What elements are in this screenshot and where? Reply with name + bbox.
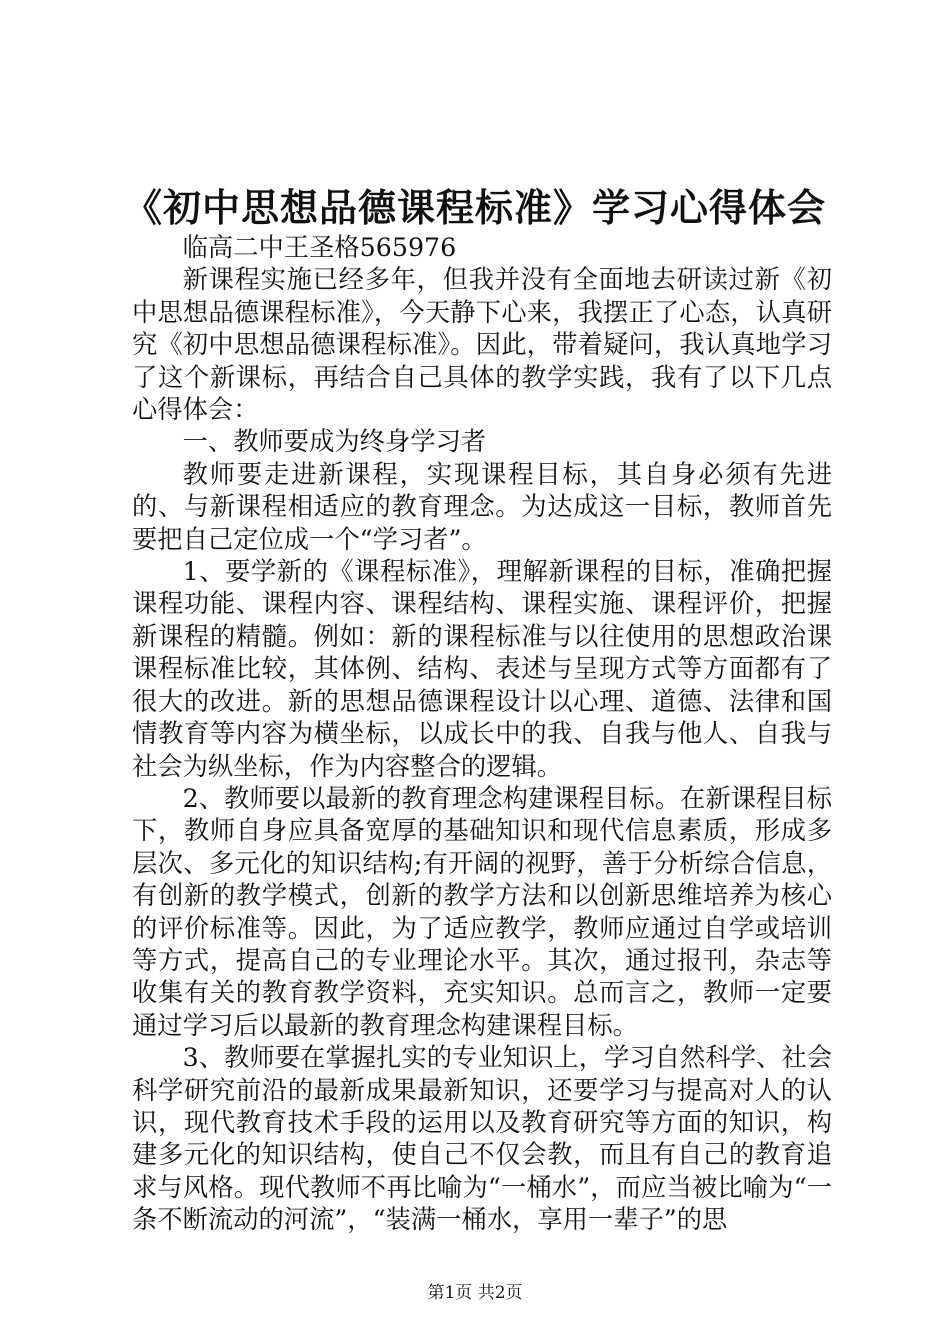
section-heading: 一、教师要成为终身学习者 (182, 427, 487, 457)
body-paragraph: 2、教师要以最新的教育理念构建课程目标。在新课程目标下，教师自身应具备宽厚的基础知识和现代信息素质，形成多层次、多元化的知识结构;有开阔的视野，善于分析综合信息，有创新的教学模式，创新的教学方法和以创新思维培养为核心的评价标准等。因此，为了适应教学，教师应通过自学或培训等方式，提高自己的专业理论水平。其次，通过报刊，杂志等收集有关的教育教学资料，充实知识。总而言之，教师一定要通过学习后以最新的教育理念构建课程目标。 (132, 783, 832, 1040)
author-line: 临高二中王圣格565976 (182, 233, 457, 262)
body-paragraph: 教师要走进新课程，实现课程目标，其自身必须有先进的、与新课程相适应的教育理念。为达成这一目标，教师首先要把自己定位成一个“学习者”。 (132, 459, 832, 554)
document-body (132, 232, 832, 1237)
body-paragraph: 1、要学新的《课程标准》，理解新课程的目标，准确把握课程功能、课程内容、课程结构、课程实施、课程评价，把握新课程的精髓。例如：新的课程标准与以往使用的思想政治课课程标准比较，其体例、结构、表述与呈现方式等方面都有了很大的改进。新的思想品德课程设计以心理、道德、法律和国情教育等内容为横坐标，以成长中的我、自我与他人、自我与社会为纵坐标，作为内容整合的逻辑。 (132, 557, 832, 781)
page-footer: 第1页 共2页 (427, 1283, 523, 1303)
intro-paragraph: 新课程实施已经多年，但我并没有全面地去研读过新《初中思想品德课程标准》，今天静下心来，我摆正了心态，认真研究《初中思想品德课程标准》。因此，带着疑问，我认真地学习了这个新课标，再结合自己具体的教学实践，我有了以下几点心得体会： (132, 265, 832, 425)
document-title: 《初中思想品德课程标准》学习心得体会 (123, 186, 826, 230)
body-paragraph: 3、教师要在掌握扎实的专业知识上，学习自然科学、社会科学研究前沿的最新成果最新知识，还要学习与提高对人的认识，现代教育技术手段的运用以及教育研究等方面的知识，构建多元化的知识结构，使自己不仅会教，而且有自己的教育追求与风格。现代教师不再比喻为“一桶水”，而应当被比喻为“一条不断流动的河流”，“装满一桶水，享用一辈子”的思 (132, 1043, 832, 1235)
